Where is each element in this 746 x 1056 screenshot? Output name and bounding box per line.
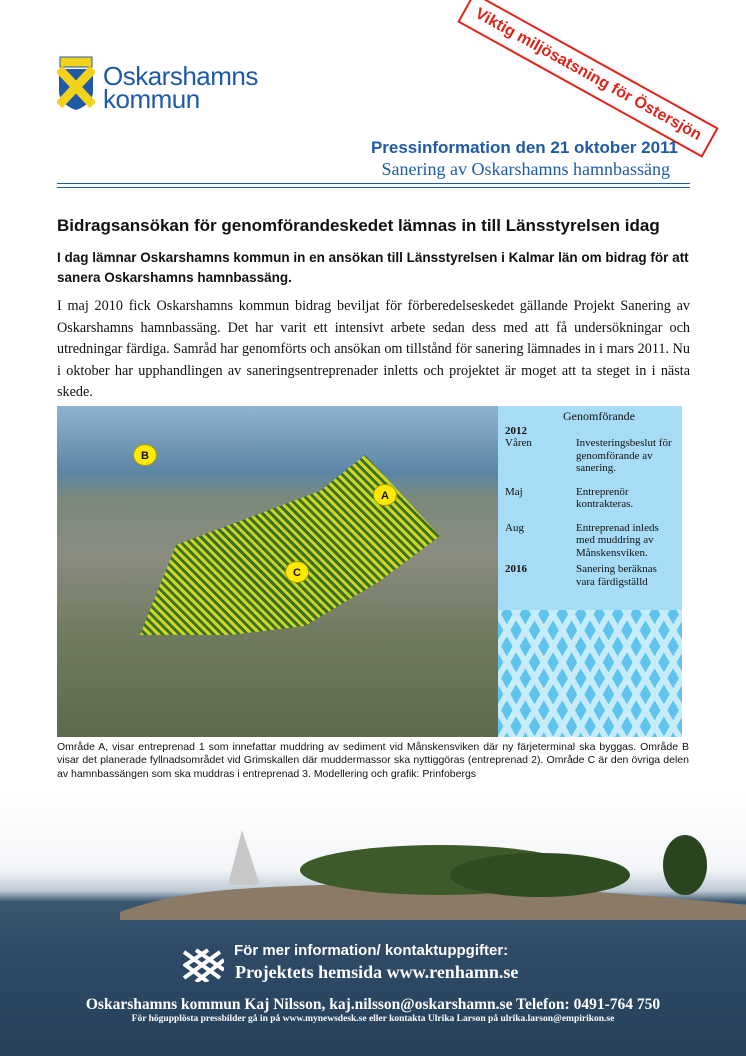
headline: Bidragsansökan för genomförandeskedet lämnas in till Länsstyrelsen idag bbox=[57, 216, 660, 235]
timeline-when: 2016 bbox=[505, 563, 527, 575]
timeline-what: Entreprenad inleds med muddring av Månskensviken. bbox=[576, 521, 659, 559]
press-subtitle: Sanering av Oskarshamns hamnbassäng bbox=[381, 159, 670, 179]
image-caption: Område A, visar entreprenad 1 som innefattar muddring av sediment vid Månskensviken där ny färjeterminal ska byggas. Område B visar det planerade fyllnadsområdet vid Grimskallen där muddermassor ska nyttiggöras (entreprenad 2). Område C är den övriga delen av hamnbassängen som ska muddras i entreprenad 3. Modellering och grafik: Prinfobergs bbox=[57, 741, 689, 780]
footer-info: För mer information/ kontaktuppgifter: bbox=[234, 942, 509, 959]
press-header bbox=[371, 138, 678, 180]
logo-line1: Oskarshamns bbox=[103, 61, 258, 91]
timeline-what: Sanering beräknas vara färdigställd bbox=[576, 563, 657, 588]
timeline-when: Våren bbox=[505, 437, 532, 449]
press-title: Pressinformation den 21 oktober 2011 bbox=[370, 138, 678, 157]
footer-contact: Oskarshamns kommun Kaj Nilsson, kaj.nilsson@oskarshamn.se Telefon: 0491-764 750 bbox=[85, 996, 661, 1013]
wave-pattern bbox=[498, 610, 682, 737]
marker-b: B bbox=[133, 444, 157, 466]
stamp: Viktig miljösatsning för Östersjön bbox=[457, 0, 718, 158]
timeline-year: 2012 bbox=[505, 424, 527, 437]
logo-line2: kommun bbox=[103, 84, 200, 114]
timeline-row bbox=[505, 563, 675, 588]
timeline-what: Entreprenör kontrakteras. bbox=[576, 485, 634, 510]
footer-press-images: För högupplösta pressbilder gå in på www.mynewsdesk.se eller kontakta Ulrika Larson på ulrika.larson@empirikon.se bbox=[131, 1014, 615, 1024]
lead-paragraph: I dag lämnar Oskarshamns kommun in en ansökan till Länsstyrelsen i Kalmar län om bidrag för att sanera Oskarshamns hamnbassäng. bbox=[57, 250, 689, 285]
body-paragraph: I maj 2010 fick Oskarshamns kommun bidrag beviljat för förberedelseskedet gällande Projekt Sanering av Oskarshamns hamnbassäng. Det har varit ett intensivt arbete sedan dess med att få undersökningar och utredningar färdiga. Samråd har genomförts och ansökan om tillstånd för sanering lämnades in i mars 2011. Nu i oktober har upphandlingen av saneringsentreprenader inletts och projektet är moget att ta steget in i nästa skede. bbox=[57, 298, 690, 400]
timeline-row bbox=[505, 437, 675, 475]
coat-of-arms-icon bbox=[57, 55, 95, 111]
timeline-row bbox=[505, 486, 675, 511]
timeline-when: Maj bbox=[505, 485, 523, 498]
marker-a: A bbox=[373, 484, 397, 506]
timeline-panel bbox=[498, 406, 682, 610]
footer-website[interactable]: Projektets hemsida www.renhamn.se bbox=[235, 962, 519, 982]
timeline-when: Aug bbox=[505, 521, 524, 534]
logo bbox=[57, 55, 257, 115]
island-illustration bbox=[120, 830, 746, 920]
timeline-title: Genomförande bbox=[563, 409, 635, 423]
divider bbox=[57, 183, 690, 188]
timeline-what: Investeringsbeslut för genomförande av sanering. bbox=[576, 437, 672, 474]
marker-c: C bbox=[285, 561, 309, 583]
footer bbox=[0, 942, 746, 1024]
timeline-row bbox=[505, 522, 675, 560]
